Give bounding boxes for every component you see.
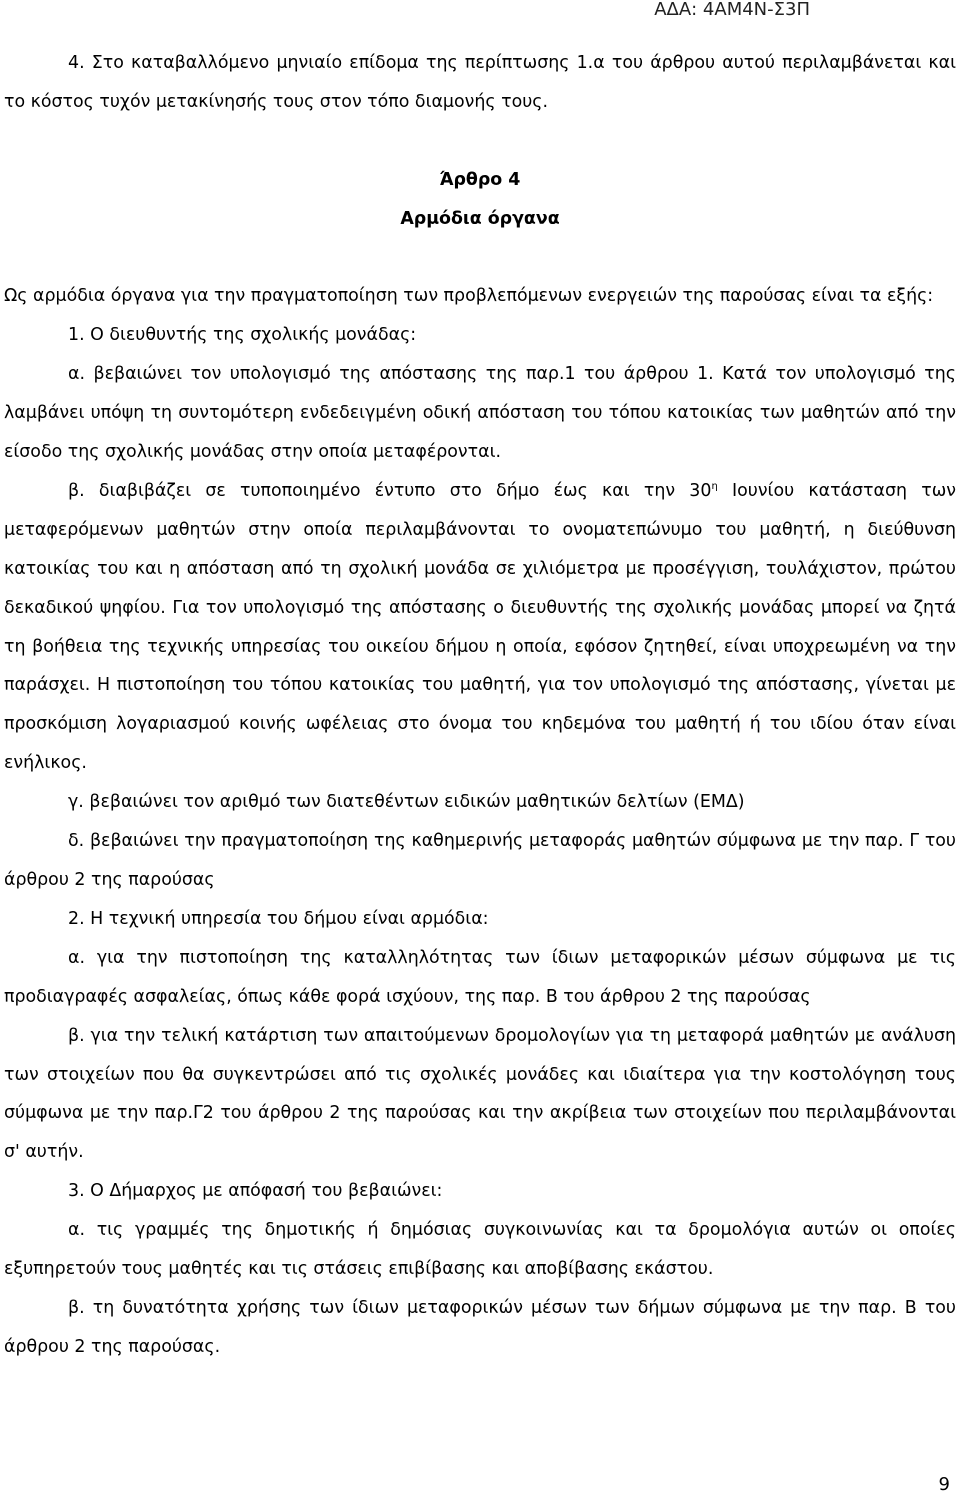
section-1-item-b	[4, 472, 956, 783]
section-2-item-a: α. για την πιστοποίηση της καταλληλότητας των ίδιων μεταφορικών μέσων σύμφωνα με τις προδιαγραφές ασφαλείας, όπως κάθε φορά ισχύουν, της παρ. Β του άρθρου 2 της παρούσας	[4, 947, 956, 1007]
ada-code: ΑΔΑ: 4ΑΜ4Ν-Σ3Π	[654, 0, 810, 20]
section-1-heading: 1. Ο διευθυντής της σχολικής μονάδας:	[68, 325, 417, 346]
section-3-heading: 3. Ο Δήμαρχος με απόφασή του βεβαιώνει:	[68, 1181, 443, 1202]
document-body	[4, 44, 956, 1367]
article-intro: Ως αρμόδια όργανα για την πραγματοποίηση των προβλεπόμενων ενεργειών της παρούσας είναι τα εξής:	[4, 286, 934, 307]
spacer	[4, 239, 956, 278]
section-2-item-b: β. για την τελική κατάρτιση των απαιτούμενων δρομολογίων για τη μεταφορά μαθητών με ανάλυση των στοιχείων που θα συγκεντρώσει από τις σχολικές μονάδες και ιδιαίτερα για την κοστολόγηση τους σύμφωνα με την παρ.Γ2 του άρθρου 2 της παρούσας και την ακρίβεια των στοιχείων που περιλαμβάνονται σ' αυτήν.	[4, 1025, 956, 1163]
section-1-item-c: γ. βεβαιώνει τον αριθμό των διατεθέντων ειδικών μαθητικών δελτίων (ΕΜΔ)	[68, 792, 745, 813]
section-3-item-a: α. τις γραμμές της δημοτικής ή δημόσιας συγκοινωνίας και τα δρομολόγια αυτών οι οποίες εξυπηρετούν τους μαθητές και τις στάσεις επιβίβασης και αποβίβασης εκάστου.	[4, 1220, 956, 1280]
paragraph-4: 4. Στο καταβαλλόμενο μηνιαίο επίδομα της περίπτωσης 1.α του άρθρου αυτού περιλαμβάνεται και το κόστος τυχόν μετακίνησής τους στον τόπο διαμονής τους.	[4, 53, 956, 112]
section-1-item-b-rest: Ιουνίου κατάσταση των μεταφερόμενων μαθητών στην οποία περιλαμβάνονται το ονοματεπώνυμο του μαθητή, η διεύθυνση κατοικίας του και η απόσταση από τη σχολική μονάδα σε χιλιόμετρα με προσέγγιση, τουλάχιστον, πρώτου δεκαδικού ψηφίου. Για τον υπολογισμό της απόστασης ο διευθυντής της σχολικής μονάδας μπορεί να ζητά τη βοήθεια της τεχνικής υπηρεσίας του οικείου δήμου η οποία, εφόσον ζητηθεί, είναι υποχρεωμένη να την παράσχει. Η πιστοποίηση του τόπου κατοικίας του μαθητή, για τον υπολογισμό της απόστασης, γίνεται με προσκόμιση λογαριασμού κοινής ωφέλειας στο όνομα του κηδεμόνα του μαθητή ή του ιδίου όταν είναι ενήλικος.	[4, 480, 956, 774]
section-1-item-b-start: β. διαβιβάζει σε τυποποιημένο έντυπο στο δήμο έως και την 30	[68, 480, 712, 501]
spacer	[4, 122, 956, 161]
superscript-eta: η	[711, 481, 718, 493]
section-2-heading: 2. Η τεχνική υπηρεσία του δήμου είναι αρμόδια:	[68, 908, 489, 929]
page-number: 9	[938, 1474, 950, 1495]
article-title: Αρμόδια όργανα	[400, 208, 560, 229]
section-3-item-b: β. τη δυνατότητα χρήσης των ίδιων μεταφορικών μέσων των δήμων σύμφωνα με την παρ. Β του άρθρου 2 της παρούσας.	[4, 1297, 956, 1357]
section-1-item-a: α. βεβαιώνει τον υπολογισμό της απόστασης της παρ.1 του άρθρου 1. Κατά τον υπολογισμό της λαμβάνει υπόψη τη συντομότερη ενδεδειγμένη οδική απόσταση του τόπου κατοικίας των μαθητών από την είσοδο της σχολικής μονάδας στην οποία μεταφέρονται.	[4, 364, 956, 463]
section-1-item-d: δ. βεβαιώνει την πραγματοποίηση της καθημερινής μεταφοράς μαθητών σύμφωνα με την παρ. Γ του άρθρου 2 της παρούσας	[4, 831, 956, 890]
article-number: Άρθρο 4	[439, 169, 521, 190]
